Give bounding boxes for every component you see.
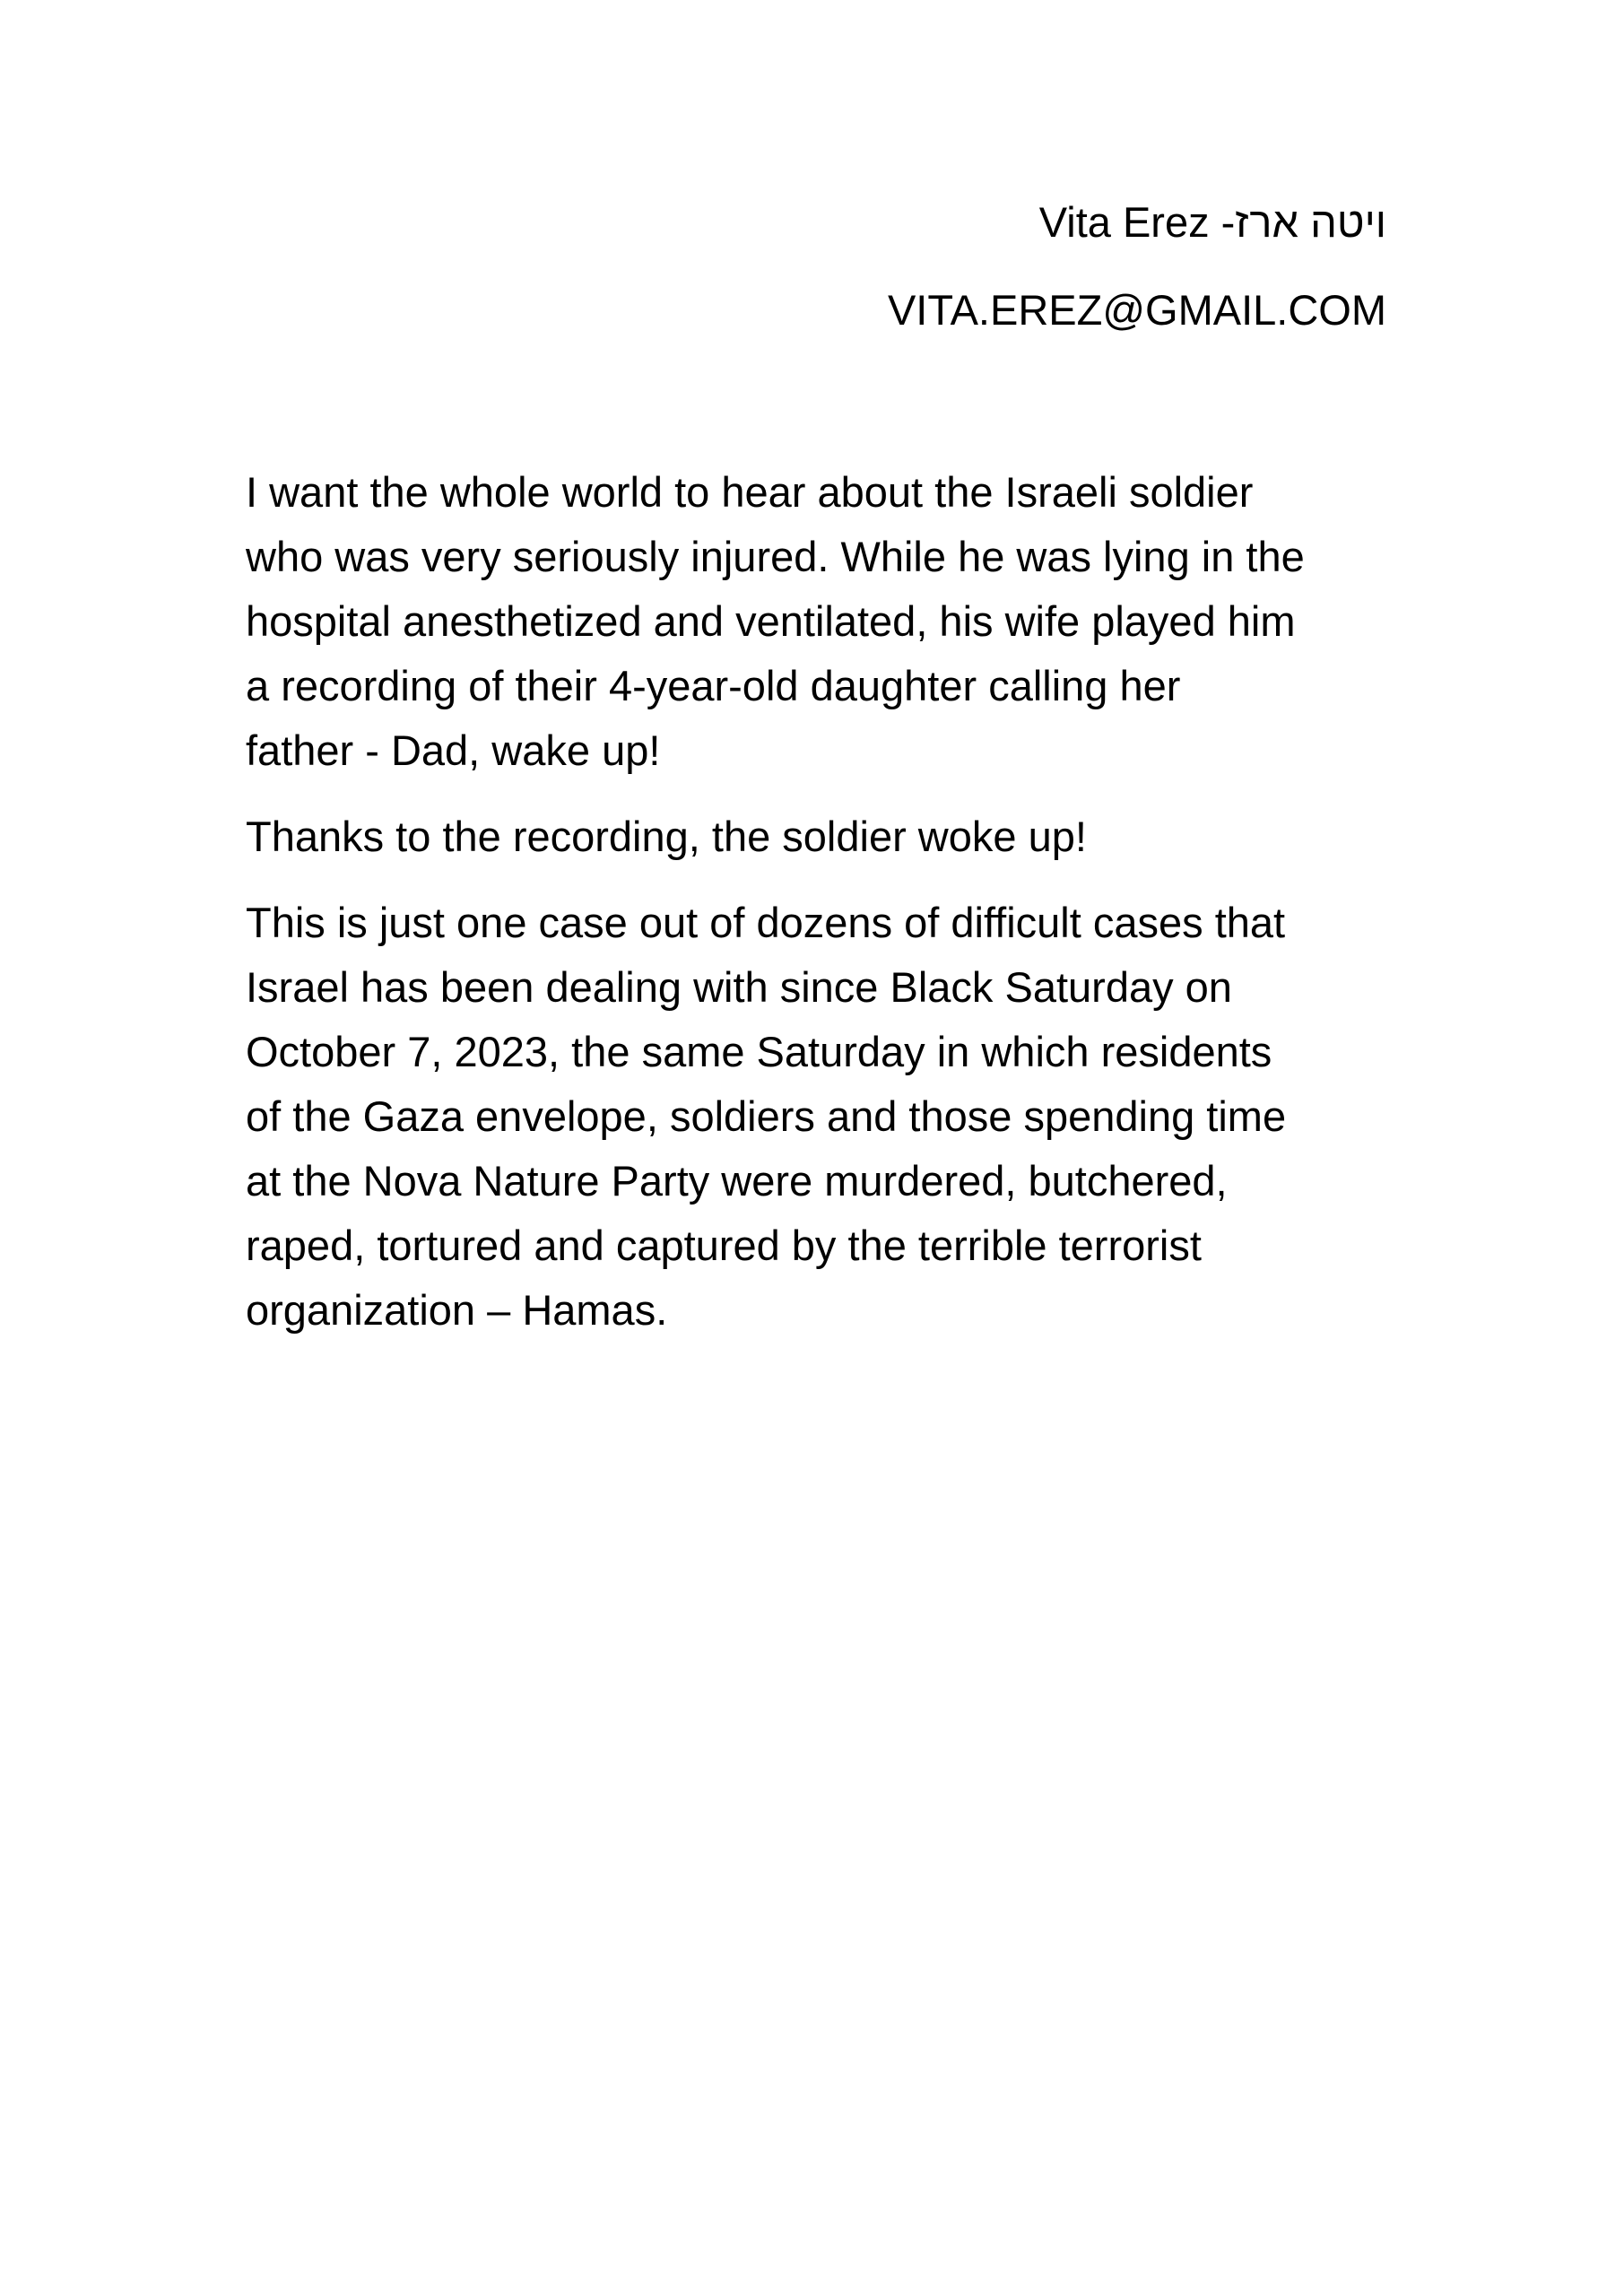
text-line: This is just one case out of dozens of difficult cases that bbox=[246, 899, 1286, 946]
paragraph-2 bbox=[246, 804, 1411, 869]
text-line: a recording of their 4-year-old daughter calling her bbox=[246, 662, 1181, 709]
paragraph-3 bbox=[246, 891, 1411, 1343]
text-line: Israel has been dealing with since Black Saturday on bbox=[246, 963, 1232, 1011]
author-name: Vita Erez -ויטה ארז bbox=[1038, 198, 1386, 246]
text-line: of the Gaza envelope, soldiers and those spending time bbox=[246, 1092, 1287, 1140]
paragraph-1 bbox=[246, 460, 1411, 783]
text-line: organization – Hamas. bbox=[246, 1286, 668, 1334]
text-line: I want the whole world to hear about the Israeli soldier bbox=[246, 468, 1254, 516]
letter-header bbox=[888, 196, 1386, 337]
text-line: October 7, 2023, the same Saturday in which residents bbox=[246, 1028, 1272, 1075]
text-line: father - Dad, wake up! bbox=[246, 726, 661, 774]
text-line: at the Nova Nature Party were murdered, butchered, bbox=[246, 1157, 1228, 1205]
text-line: raped, tortured and captured by the terrible terrorist bbox=[246, 1222, 1202, 1269]
text-line: Thanks to the recording, the soldier woke up! bbox=[246, 813, 1087, 860]
author-email: VITA.EREZ@GMAIL.COM bbox=[887, 286, 1386, 334]
text-line: who was very seriously injured. While he was lying in the bbox=[246, 533, 1305, 580]
letter-body bbox=[246, 460, 1411, 1364]
text-line: hospital anesthetized and ventilated, his wife played him bbox=[246, 597, 1296, 645]
